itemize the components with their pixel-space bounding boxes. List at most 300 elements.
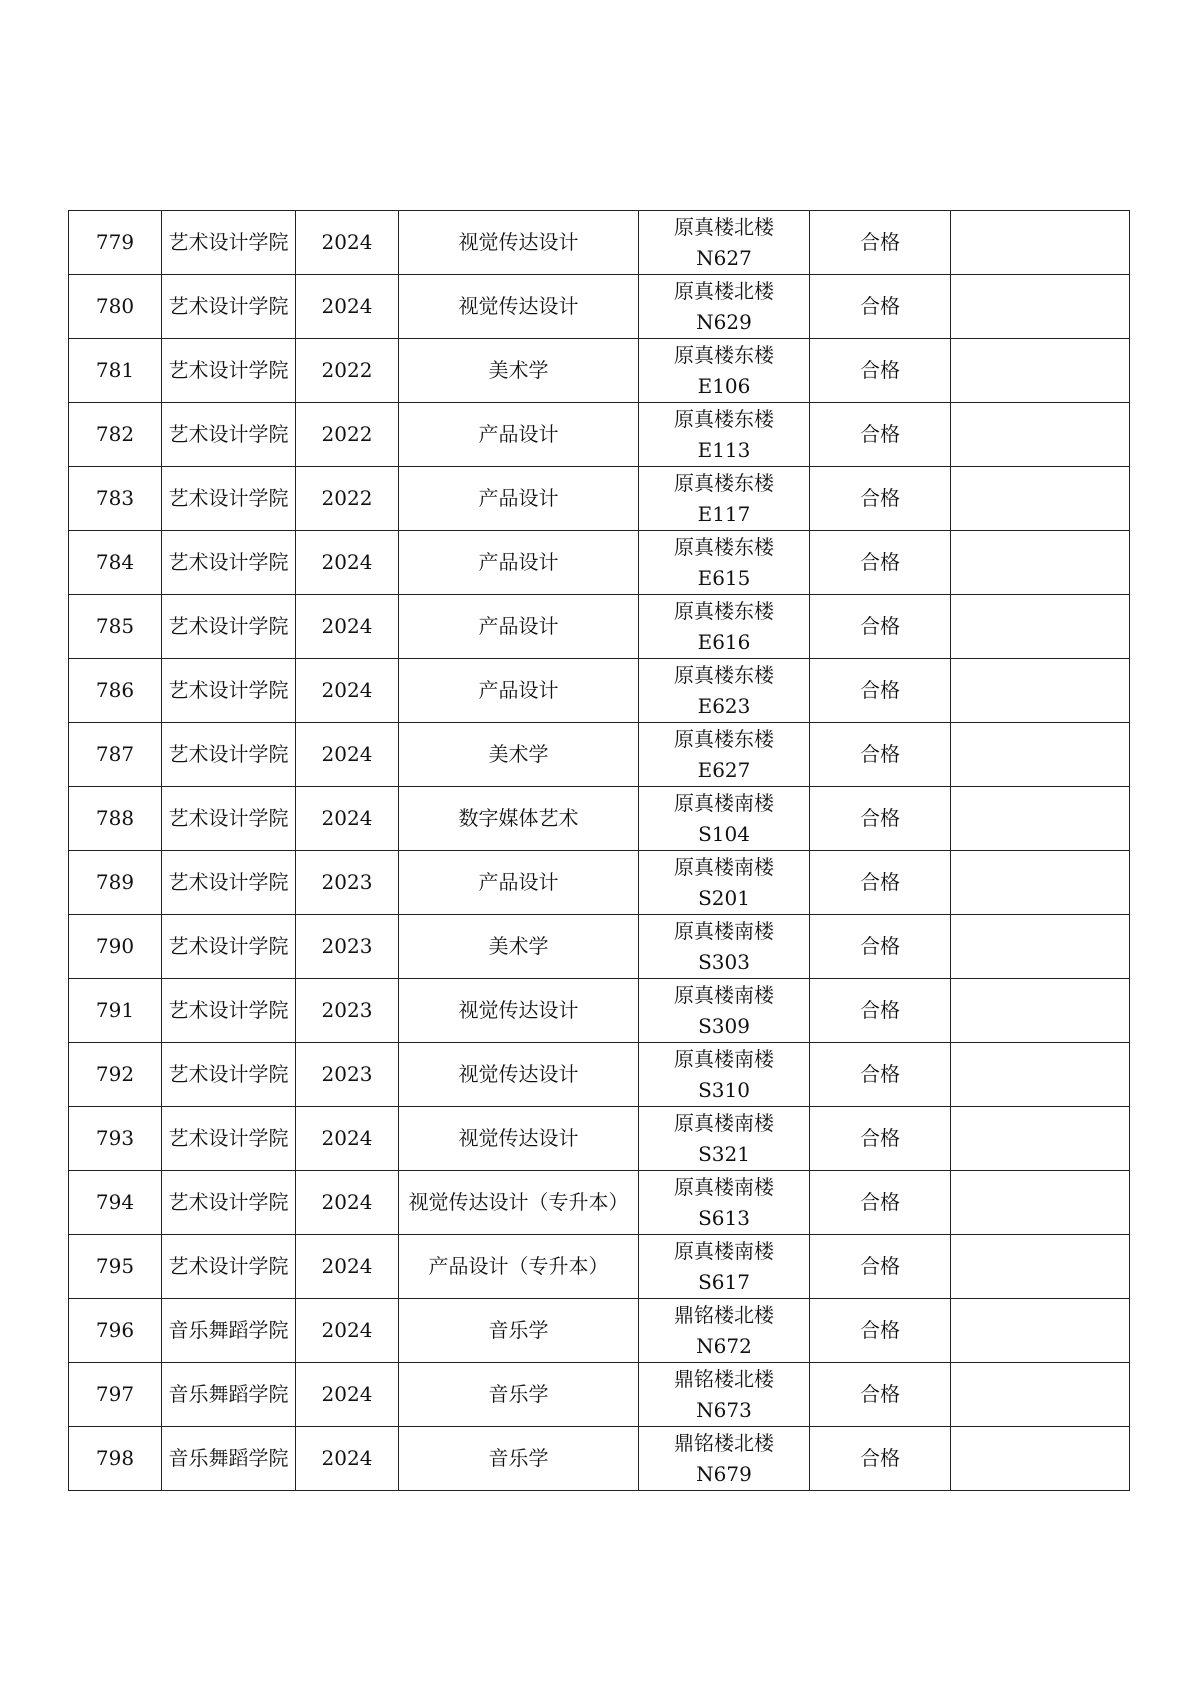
year-cell [296, 211, 399, 275]
major-cell [399, 211, 639, 275]
row-number-cell [69, 595, 162, 659]
row-number-cell [69, 1235, 162, 1299]
row-number-text: 783 [95, 486, 135, 510]
year-cell [296, 787, 399, 851]
building-name: 原真楼东楼 [674, 534, 774, 559]
year-cell [296, 915, 399, 979]
result-cell [810, 595, 951, 659]
college-text: 艺术设计学院 [168, 230, 289, 254]
major-cell [399, 403, 639, 467]
result-text: 合格 [860, 998, 900, 1022]
room-cell [639, 1235, 810, 1299]
college-text: 艺术设计学院 [168, 1062, 289, 1086]
table-row [69, 1299, 1130, 1363]
table-row [69, 1235, 1130, 1299]
table-row [69, 1171, 1130, 1235]
note-cell [951, 1427, 1130, 1491]
year-cell [296, 1043, 399, 1107]
college-text: 艺术设计学院 [168, 614, 289, 638]
year-text: 2024 [321, 1190, 373, 1214]
year-text: 2024 [321, 614, 373, 638]
row-number-cell [69, 1043, 162, 1107]
table-row [69, 723, 1130, 787]
room-number: S617 [698, 1269, 750, 1294]
result-text: 合格 [860, 294, 900, 318]
row-number-cell [69, 723, 162, 787]
result-cell [810, 979, 951, 1043]
room-cell [639, 339, 810, 403]
year-cell [296, 723, 399, 787]
row-number-cell [69, 531, 162, 595]
row-number-cell [69, 1171, 162, 1235]
room-number: E113 [697, 437, 751, 462]
room-cell [639, 979, 810, 1043]
year-cell [296, 659, 399, 723]
major-text: 数字媒体艺术 [458, 806, 579, 830]
room-number: S321 [698, 1141, 750, 1166]
result-text: 合格 [860, 1062, 900, 1086]
year-text: 2023 [321, 870, 373, 894]
row-number-text: 789 [95, 870, 135, 894]
year-cell [296, 851, 399, 915]
table-row [69, 915, 1130, 979]
note-cell [951, 595, 1130, 659]
college-text: 艺术设计学院 [168, 870, 289, 894]
college-cell [162, 723, 296, 787]
result-text: 合格 [860, 486, 900, 510]
college-cell [162, 915, 296, 979]
college-text: 音乐舞蹈学院 [168, 1446, 289, 1470]
result-text: 合格 [860, 1254, 900, 1278]
result-cell [810, 403, 951, 467]
year-cell [296, 1107, 399, 1171]
major-text: 产品设计 [478, 486, 559, 510]
major-text: 美术学 [488, 742, 549, 766]
building-name: 原真楼南楼 [674, 1046, 774, 1071]
college-text: 艺术设计学院 [168, 1254, 289, 1278]
major-text: 产品设计 [478, 614, 559, 638]
note-cell [951, 275, 1130, 339]
building-name: 原真楼东楼 [674, 342, 774, 367]
row-number-text: 797 [95, 1382, 135, 1406]
room-cell [639, 467, 810, 531]
building-name: 原真楼南楼 [674, 1110, 774, 1135]
year-text: 2024 [321, 550, 373, 574]
building-name: 鼎铭楼北楼 [674, 1430, 774, 1455]
year-text: 2024 [321, 1446, 373, 1470]
major-text: 产品设计 [478, 678, 559, 702]
result-cell [810, 1235, 951, 1299]
result-cell [810, 1171, 951, 1235]
year-cell [296, 1235, 399, 1299]
major-text: 美术学 [488, 358, 549, 382]
year-text: 2023 [321, 998, 373, 1022]
table-row [69, 1107, 1130, 1171]
major-cell [399, 723, 639, 787]
room-cell [639, 659, 810, 723]
year-cell [296, 403, 399, 467]
major-cell [399, 1171, 639, 1235]
table-row [69, 1427, 1130, 1491]
year-text: 2024 [321, 1126, 373, 1150]
row-number-text: 793 [95, 1126, 135, 1150]
row-number-text: 782 [95, 422, 135, 446]
result-cell [810, 723, 951, 787]
building-name: 原真楼南楼 [674, 1174, 774, 1199]
note-cell [951, 531, 1130, 595]
row-number-text: 794 [95, 1190, 135, 1214]
building-name: 原真楼东楼 [674, 406, 774, 431]
row-number-text: 780 [95, 294, 135, 318]
row-number-cell [69, 403, 162, 467]
row-number-text: 795 [95, 1254, 135, 1278]
result-text: 合格 [860, 422, 900, 446]
result-cell [810, 275, 951, 339]
college-text: 艺术设计学院 [168, 742, 289, 766]
note-cell [951, 403, 1130, 467]
college-cell [162, 979, 296, 1043]
room-number: S310 [698, 1077, 750, 1102]
building-name: 原真楼北楼 [674, 278, 774, 303]
major-text: 产品设计 [478, 870, 559, 894]
college-cell [162, 1043, 296, 1107]
major-text: 视觉传达设计（专升本） [408, 1190, 629, 1214]
college-cell [162, 595, 296, 659]
table-row [69, 979, 1130, 1043]
year-cell [296, 1299, 399, 1363]
year-text: 2024 [321, 294, 373, 318]
dormitory-inspection-table [68, 210, 1130, 1491]
year-text: 2024 [321, 742, 373, 766]
result-text: 合格 [860, 1190, 900, 1214]
college-text: 艺术设计学院 [168, 358, 289, 382]
college-cell [162, 211, 296, 275]
building-name: 原真楼南楼 [674, 854, 774, 879]
major-text: 产品设计 [478, 422, 559, 446]
result-text: 合格 [860, 1126, 900, 1150]
room-number: E623 [697, 693, 751, 718]
note-cell [951, 467, 1130, 531]
college-text: 艺术设计学院 [168, 1126, 289, 1150]
room-cell [639, 1171, 810, 1235]
college-text: 艺术设计学院 [168, 678, 289, 702]
row-number-cell [69, 851, 162, 915]
result-text: 合格 [860, 1382, 900, 1406]
row-number-text: 796 [95, 1318, 135, 1342]
major-text: 视觉传达设计 [458, 294, 579, 318]
major-text: 视觉传达设计 [458, 1062, 579, 1086]
major-text: 音乐学 [488, 1446, 549, 1470]
room-number: N629 [696, 309, 752, 334]
table-row [69, 275, 1130, 339]
note-cell [951, 723, 1130, 787]
year-cell [296, 979, 399, 1043]
table-row [69, 659, 1130, 723]
year-text: 2023 [321, 934, 373, 958]
note-cell [951, 1235, 1130, 1299]
year-text: 2024 [321, 230, 373, 254]
result-text: 合格 [860, 358, 900, 382]
result-cell [810, 1427, 951, 1491]
major-cell [399, 467, 639, 531]
major-cell [399, 1235, 639, 1299]
result-text: 合格 [860, 230, 900, 254]
result-cell [810, 1107, 951, 1171]
college-text: 艺术设计学院 [168, 934, 289, 958]
note-cell [951, 1299, 1130, 1363]
building-name: 原真楼南楼 [674, 918, 774, 943]
row-number-cell [69, 915, 162, 979]
note-cell [951, 1107, 1130, 1171]
row-number-text: 791 [95, 998, 135, 1022]
college-cell [162, 467, 296, 531]
room-cell [639, 723, 810, 787]
row-number-text: 798 [95, 1446, 135, 1470]
college-cell [162, 851, 296, 915]
note-cell [951, 339, 1130, 403]
note-cell [951, 915, 1130, 979]
result-text: 合格 [860, 870, 900, 894]
room-number: E615 [697, 565, 751, 590]
major-cell [399, 979, 639, 1043]
college-text: 艺术设计学院 [168, 486, 289, 510]
building-name: 鼎铭楼北楼 [674, 1366, 774, 1391]
college-text: 艺术设计学院 [168, 998, 289, 1022]
year-cell [296, 467, 399, 531]
result-text: 合格 [860, 806, 900, 830]
result-cell [810, 211, 951, 275]
major-cell [399, 531, 639, 595]
row-number-cell [69, 211, 162, 275]
table-row [69, 211, 1130, 275]
college-cell [162, 531, 296, 595]
result-cell [810, 339, 951, 403]
major-cell [399, 275, 639, 339]
room-number: S201 [698, 885, 750, 910]
year-text: 2024 [321, 678, 373, 702]
result-cell [810, 915, 951, 979]
note-cell [951, 1363, 1130, 1427]
major-cell [399, 1299, 639, 1363]
result-text: 合格 [860, 678, 900, 702]
note-cell [951, 851, 1130, 915]
major-cell [399, 339, 639, 403]
room-number: N672 [696, 1333, 752, 1358]
result-cell [810, 851, 951, 915]
year-text: 2024 [321, 1318, 373, 1342]
college-cell [162, 339, 296, 403]
major-cell [399, 1043, 639, 1107]
row-number-text: 787 [95, 742, 135, 766]
table-row [69, 787, 1130, 851]
year-cell [296, 1363, 399, 1427]
table-row [69, 531, 1130, 595]
major-text: 视觉传达设计 [458, 1126, 579, 1150]
college-cell [162, 1107, 296, 1171]
room-cell [639, 1043, 810, 1107]
building-name: 原真楼东楼 [674, 726, 774, 751]
year-text: 2024 [321, 806, 373, 830]
room-number: E106 [697, 373, 751, 398]
room-number: S104 [698, 821, 750, 846]
major-cell [399, 595, 639, 659]
note-cell [951, 1043, 1130, 1107]
college-text: 音乐舞蹈学院 [168, 1382, 289, 1406]
room-cell [639, 851, 810, 915]
major-text: 视觉传达设计 [458, 230, 579, 254]
college-cell [162, 1363, 296, 1427]
row-number-cell [69, 1363, 162, 1427]
row-number-text: 786 [95, 678, 135, 702]
college-cell [162, 787, 296, 851]
room-number: N627 [696, 245, 752, 270]
major-text: 视觉传达设计 [458, 998, 579, 1022]
major-text: 美术学 [488, 934, 549, 958]
table-row [69, 339, 1130, 403]
result-text: 合格 [860, 1318, 900, 1342]
room-cell [639, 403, 810, 467]
row-number-text: 785 [95, 614, 135, 638]
row-number-text: 781 [95, 358, 135, 382]
room-cell [639, 1107, 810, 1171]
result-cell [810, 1299, 951, 1363]
year-text: 2024 [321, 1382, 373, 1406]
major-text: 音乐学 [488, 1382, 549, 1406]
result-cell [810, 787, 951, 851]
college-cell [162, 403, 296, 467]
year-text: 2024 [321, 1254, 373, 1278]
row-number-cell [69, 1299, 162, 1363]
college-text: 艺术设计学院 [168, 806, 289, 830]
table-row [69, 851, 1130, 915]
room-cell [639, 787, 810, 851]
room-number: E117 [697, 501, 751, 526]
table-row [69, 1363, 1130, 1427]
room-number: S303 [698, 949, 750, 974]
row-number-cell [69, 1427, 162, 1491]
year-cell [296, 1427, 399, 1491]
note-cell [951, 659, 1130, 723]
major-cell [399, 1363, 639, 1427]
major-cell [399, 915, 639, 979]
building-name: 鼎铭楼北楼 [674, 1302, 774, 1327]
college-cell [162, 1427, 296, 1491]
major-cell [399, 659, 639, 723]
college-text: 艺术设计学院 [168, 422, 289, 446]
note-cell [951, 211, 1130, 275]
row-number-cell [69, 339, 162, 403]
major-cell [399, 787, 639, 851]
room-cell [639, 1427, 810, 1491]
result-text: 合格 [860, 614, 900, 638]
room-cell [639, 915, 810, 979]
year-text: 2023 [321, 1062, 373, 1086]
college-text: 艺术设计学院 [168, 550, 289, 574]
year-text: 2022 [321, 486, 373, 510]
room-number: E616 [697, 629, 751, 654]
year-cell [296, 339, 399, 403]
result-cell [810, 531, 951, 595]
major-text: 音乐学 [488, 1318, 549, 1342]
building-name: 原真楼东楼 [674, 598, 774, 623]
table-row [69, 595, 1130, 659]
room-cell [639, 211, 810, 275]
college-text: 音乐舞蹈学院 [168, 1318, 289, 1342]
year-text: 2022 [321, 422, 373, 446]
row-number-text: 792 [95, 1062, 135, 1086]
table-row [69, 403, 1130, 467]
major-cell [399, 851, 639, 915]
college-text: 艺术设计学院 [168, 294, 289, 318]
row-number-cell [69, 1107, 162, 1171]
building-name: 原真楼南楼 [674, 982, 774, 1007]
row-number-cell [69, 275, 162, 339]
major-text: 产品设计 [478, 550, 559, 574]
room-number: S309 [698, 1013, 750, 1038]
year-cell [296, 595, 399, 659]
college-cell [162, 1171, 296, 1235]
result-text: 合格 [860, 934, 900, 958]
college-cell [162, 659, 296, 723]
major-cell [399, 1427, 639, 1491]
room-cell [639, 1363, 810, 1427]
room-cell [639, 1299, 810, 1363]
room-cell [639, 275, 810, 339]
room-number: S613 [698, 1205, 750, 1230]
table-row [69, 467, 1130, 531]
result-text: 合格 [860, 742, 900, 766]
table-row [69, 1043, 1130, 1107]
result-cell [810, 467, 951, 531]
building-name: 原真楼北楼 [674, 214, 774, 239]
note-cell [951, 979, 1130, 1043]
result-cell [810, 659, 951, 723]
room-cell [639, 531, 810, 595]
building-name: 原真楼东楼 [674, 470, 774, 495]
college-cell [162, 1235, 296, 1299]
room-number: E627 [697, 757, 751, 782]
year-cell [296, 531, 399, 595]
year-cell [296, 275, 399, 339]
row-number-text: 790 [95, 934, 135, 958]
year-text: 2022 [321, 358, 373, 382]
table-body [69, 211, 1130, 1491]
building-name: 原真楼南楼 [674, 1238, 774, 1263]
result-cell [810, 1043, 951, 1107]
building-name: 原真楼东楼 [674, 662, 774, 687]
result-cell [810, 1363, 951, 1427]
major-cell [399, 1107, 639, 1171]
college-cell [162, 1299, 296, 1363]
room-number: N673 [696, 1397, 752, 1422]
college-cell [162, 275, 296, 339]
row-number-text: 784 [95, 550, 135, 574]
room-cell [639, 595, 810, 659]
note-cell [951, 1171, 1130, 1235]
year-cell [296, 1171, 399, 1235]
row-number-cell [69, 979, 162, 1043]
note-cell [951, 787, 1130, 851]
college-text: 艺术设计学院 [168, 1190, 289, 1214]
building-name: 原真楼南楼 [674, 790, 774, 815]
row-number-text: 779 [95, 230, 135, 254]
result-text: 合格 [860, 550, 900, 574]
room-number: N679 [696, 1461, 752, 1486]
major-text: 产品设计（专升本） [428, 1254, 609, 1278]
row-number-text: 788 [95, 806, 135, 830]
row-number-cell [69, 659, 162, 723]
result-text: 合格 [860, 1446, 900, 1470]
